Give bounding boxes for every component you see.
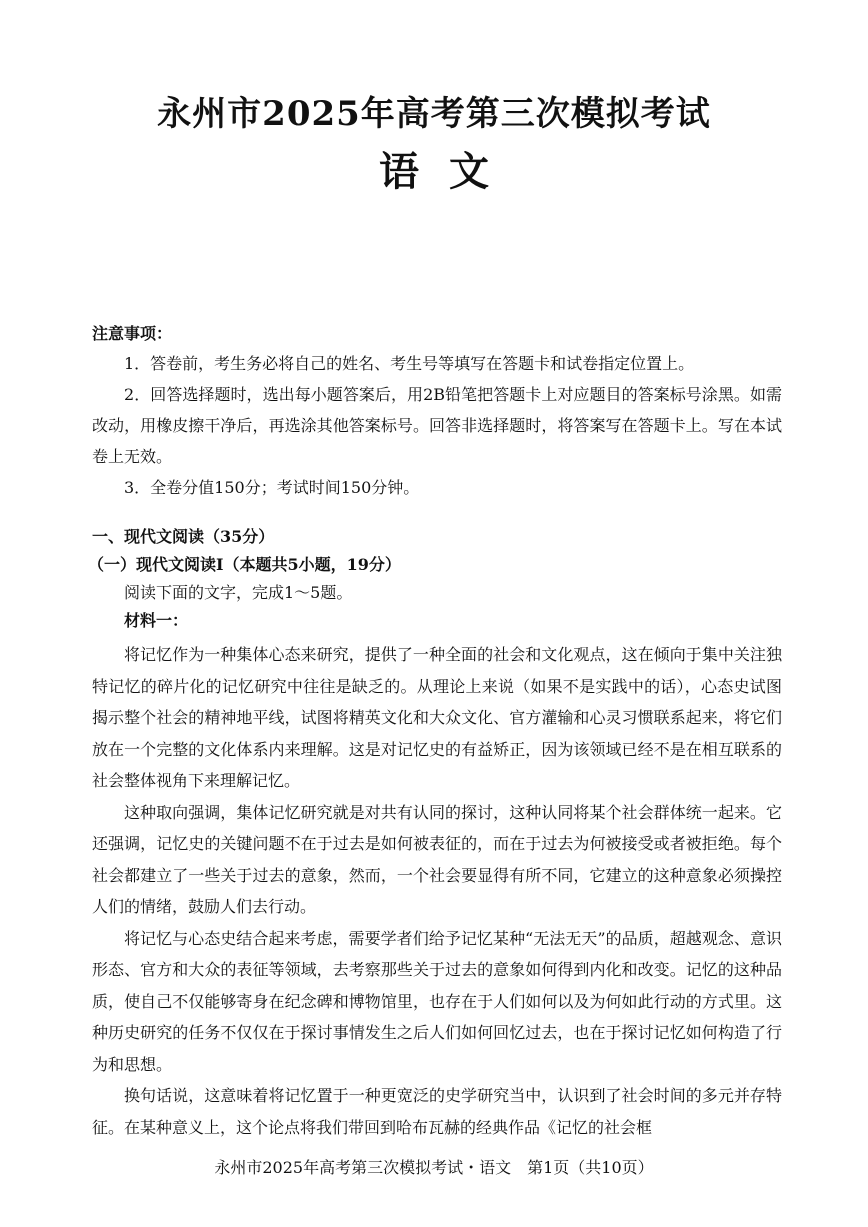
section-instruction: 阅读下面的文字，完成1～5题。 xyxy=(124,583,353,602)
exam-title: 永州市2025年高考第三次模拟考试 xyxy=(157,94,711,134)
material-label: 材料一： xyxy=(124,611,189,630)
material-paragraph: 换句话说，这意味着将记忆置于一种更宽泛的史学研究当中，认识到了社会时间的多元并存特征。在某种意义上，这个论点将我们带回到哈布瓦赫的经典作品《记忆的社会框 xyxy=(92,1086,782,1137)
section-title: 一、现代文阅读（35分） xyxy=(92,527,275,546)
notice-item: 2．回答选择题时，选出每小题答案后，用2B铅笔把答题卡上对应题目的答案标号涂黑。如需改动，用橡皮擦干净后，再选涂其他答案标号。回答非选择题时，将答案写在答题卡上。写在本试卷上无效。 xyxy=(92,385,782,466)
notice-heading: 注意事项： xyxy=(92,324,173,343)
notice-item: 3．全卷分值150分；考试时间150分钟。 xyxy=(124,478,420,497)
material-text xyxy=(92,639,782,1143)
page-footer: 永州市2025年高考第三次模拟考试・语文 第1页（共10页） xyxy=(214,1158,654,1177)
material-paragraph: 将记忆作为一种集体心态来研究，提供了一种全面的社会和文化观点，这在倾向于集中关注独特记忆的碎片化的记忆研究中往往是缺乏的。从理论上来说（如果不是实践中的话），心态史试图揭示整个社会的精神地平线，试图将精英文化和大众文化、官方灌输和心灵习惯联系起来，将它们放在一个完整的文化体系内来理解。这是对记忆史的有益矫正，因为该领域已经不是在相互联系的社会整体视角下来理解记忆。 xyxy=(92,645,782,790)
subject-title: 语文 xyxy=(379,148,519,195)
reading-section xyxy=(88,523,782,1143)
notice-item: 1．答卷前，考生务必将自己的姓名、考生号等填写在答题卡和试卷指定位置上。 xyxy=(124,354,695,373)
section-subtitle: （一）现代文阅读Ⅰ（本题共5小题，19分） xyxy=(88,555,401,574)
material-paragraph: 这种取向强调，集体记忆研究就是对共有认同的探讨，这种认同将某个社会群体统一起来。它还强调，记忆史的关键问题不在于过去是如何被表征的，而在于过去为何被接受或者被拒绝。每个社会都建立了一些关于过去的意象，然而，一个社会要显得有所不同，它建立的这种意象必须操控人们的情绪，鼓励人们去行动。 xyxy=(92,802,782,916)
material-paragraph: 将记忆与心态史结合起来考虑，需要学者们给予记忆某种“无法无天”的品质，超越观念、意识形态、官方和大众的表征等领域，去考察那些关于过去的意象如何得到内化和改变。记忆的这种品质，使自己不仅能够寄身在纪念碑和博物馆里，也存在于人们如何以及为何如此行动的方式里。这种历史研究的任务不仅仅在于探讨事情发生之后人们如何回忆过去，也在于探讨记忆如何构造了行为和思想。 xyxy=(92,928,782,1074)
notice-block xyxy=(92,320,782,503)
